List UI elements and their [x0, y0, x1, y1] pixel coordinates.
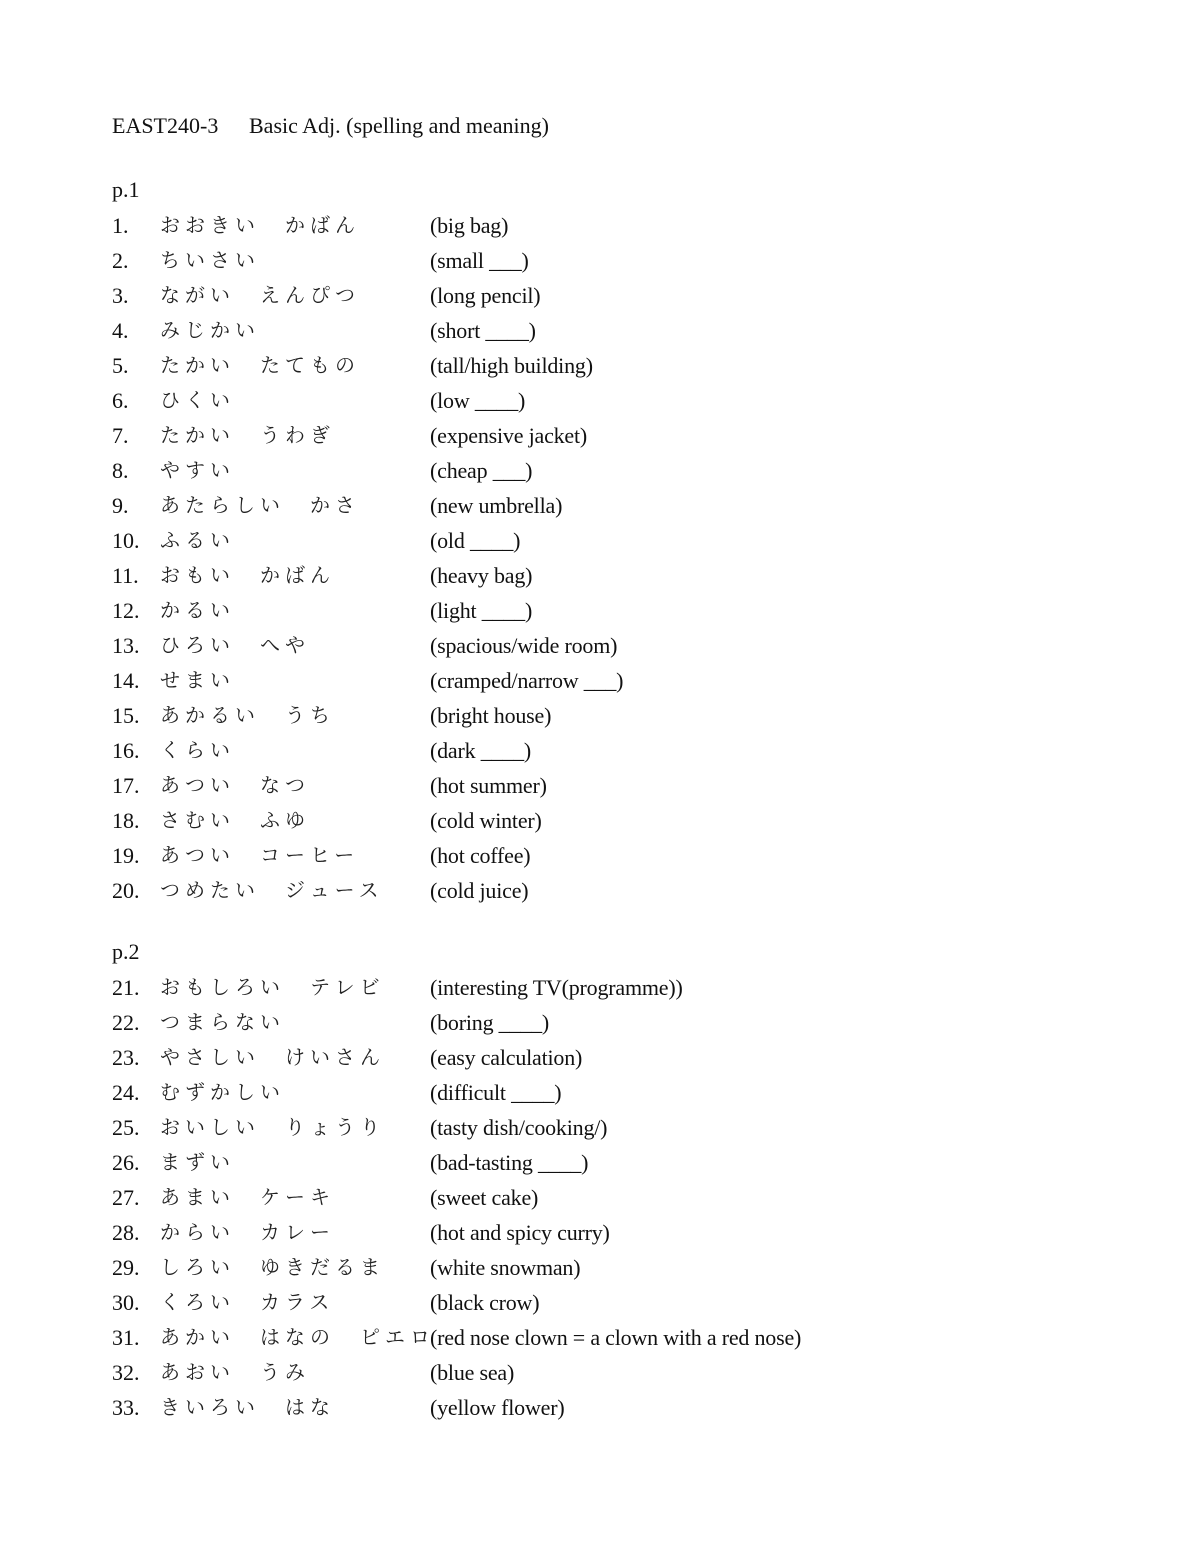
- japanese-phrase: かるい: [160, 598, 235, 622]
- vocab-item: [112, 383, 1112, 418]
- vocab-item: [112, 313, 1112, 348]
- item-number: 24.: [112, 1080, 140, 1105]
- japanese-phrase: むずかしい: [160, 1080, 285, 1104]
- japanese-phrase: あつい なつ: [160, 773, 310, 797]
- vocab-item: [112, 523, 1112, 558]
- item-number: 18.: [112, 808, 140, 833]
- english-meaning: (heavy bag): [430, 563, 533, 588]
- vocab-item: [112, 558, 1112, 593]
- vocab-item: [112, 733, 1112, 768]
- vocab-item: [112, 1075, 1112, 1110]
- english-meaning: (bright house): [430, 703, 552, 728]
- japanese-phrase: やさしい けいさん: [160, 1045, 385, 1069]
- course-code: EAST240-3: [112, 113, 219, 138]
- vocab-list: [112, 970, 1112, 1425]
- english-meaning: (low ____): [430, 388, 526, 413]
- item-number: 28.: [112, 1220, 140, 1245]
- english-meaning: (spacious/wide room): [430, 633, 618, 658]
- japanese-phrase: しろい ゆきだるま: [160, 1255, 385, 1279]
- vocab-item: [112, 1005, 1112, 1040]
- japanese-phrase: ふるい: [160, 528, 235, 552]
- vocab-item: [112, 970, 1112, 1005]
- english-meaning: (cold juice): [430, 878, 529, 903]
- item-number: 7.: [112, 423, 129, 448]
- vocab-item: [112, 1355, 1112, 1390]
- item-number: 13.: [112, 633, 140, 658]
- english-meaning: (old ____): [430, 528, 521, 553]
- japanese-phrase: まずい: [160, 1150, 235, 1174]
- item-number: 4.: [112, 318, 129, 343]
- vocab-item: [112, 278, 1112, 313]
- document-title: Basic Adj. (spelling and meaning): [249, 113, 549, 138]
- item-number: 33.: [112, 1395, 140, 1420]
- japanese-phrase: おもい かばん: [160, 563, 335, 587]
- japanese-phrase: たかい たてもの: [160, 353, 360, 377]
- item-number: 10.: [112, 528, 140, 553]
- item-number: 11.: [112, 563, 139, 588]
- vocab-item: [112, 418, 1112, 453]
- item-number: 26.: [112, 1150, 140, 1175]
- english-meaning: (sweet cake): [430, 1185, 539, 1210]
- japanese-phrase: やすい: [160, 458, 235, 482]
- japanese-phrase: くろい カラス: [160, 1290, 335, 1314]
- vocab-item: [112, 628, 1112, 663]
- vocab-item: [112, 1110, 1112, 1145]
- vocab-item: [112, 873, 1112, 908]
- japanese-phrase: くらい: [160, 738, 235, 762]
- item-number: 27.: [112, 1185, 140, 1210]
- vocab-item: [112, 768, 1112, 803]
- english-meaning: (tall/high building): [430, 353, 593, 378]
- vocab-item: [112, 1180, 1112, 1215]
- english-meaning: (white snowman): [430, 1255, 581, 1280]
- japanese-phrase: あかい はなの ピエロ: [160, 1325, 435, 1349]
- english-meaning: (new umbrella): [430, 493, 563, 518]
- english-meaning: (cold winter): [430, 808, 542, 833]
- japanese-phrase: おいしい りょうり: [160, 1115, 385, 1139]
- english-meaning: (red nose clown = a clown with a red nose): [430, 1325, 802, 1350]
- english-meaning: (hot coffee): [430, 843, 531, 868]
- japanese-phrase: あかるい うち: [160, 703, 335, 727]
- item-number: 2.: [112, 248, 129, 273]
- english-meaning: (black crow): [430, 1290, 540, 1315]
- japanese-phrase: きいろい はな: [160, 1395, 335, 1419]
- vocab-section-p1: [112, 174, 1112, 908]
- japanese-phrase: おもしろい テレビ: [160, 975, 385, 999]
- japanese-phrase: ひろい へや: [160, 633, 310, 657]
- japanese-phrase: つめたい ジュース: [160, 878, 384, 902]
- vocab-item: [112, 838, 1112, 873]
- vocab-item: [112, 348, 1112, 383]
- item-number: 22.: [112, 1010, 140, 1035]
- vocab-item: [112, 1040, 1112, 1075]
- item-number: 23.: [112, 1045, 140, 1070]
- english-meaning: (big bag): [430, 213, 509, 238]
- vocab-item: [112, 243, 1112, 278]
- japanese-phrase: つまらない: [160, 1010, 285, 1034]
- item-number: 32.: [112, 1360, 140, 1385]
- vocab-section-p2: [112, 936, 1112, 1425]
- japanese-phrase: おおきい かばん: [160, 213, 360, 237]
- vocab-item: [112, 453, 1112, 488]
- japanese-phrase: ながい えんぴつ: [160, 283, 360, 307]
- japanese-phrase: ちいさい: [160, 248, 260, 272]
- item-number: 3.: [112, 283, 129, 308]
- japanese-phrase: あつい コーヒー: [160, 843, 360, 867]
- japanese-phrase: みじかい: [160, 318, 260, 342]
- item-number: 31.: [112, 1325, 140, 1350]
- item-number: 29.: [112, 1255, 140, 1280]
- english-meaning: (small ___): [430, 248, 529, 273]
- english-meaning: (blue sea): [430, 1360, 515, 1385]
- english-meaning: (bad-tasting ____): [430, 1150, 589, 1175]
- english-meaning: (hot summer): [430, 773, 547, 798]
- vocab-item: [112, 1390, 1112, 1425]
- item-number: 1.: [112, 213, 129, 238]
- section-label: p.1: [112, 177, 140, 202]
- english-meaning: (light ____): [430, 598, 533, 623]
- english-meaning: (boring ____): [430, 1010, 549, 1035]
- item-number: 20.: [112, 878, 140, 903]
- item-number: 30.: [112, 1290, 140, 1315]
- item-number: 17.: [112, 773, 140, 798]
- japanese-phrase: あまい ケーキ: [160, 1185, 335, 1209]
- section-label: p.2: [112, 939, 140, 964]
- english-meaning: (tasty dish/cooking/): [430, 1115, 608, 1140]
- japanese-phrase: ひくい: [160, 388, 235, 412]
- item-number: 16.: [112, 738, 140, 763]
- japanese-phrase: あおい うみ: [160, 1360, 310, 1384]
- english-meaning: (hot and spicy curry): [430, 1220, 610, 1245]
- vocab-item: [112, 698, 1112, 733]
- english-meaning: (cramped/narrow ___): [430, 668, 624, 693]
- vocab-item: [112, 488, 1112, 523]
- english-meaning: (yellow flower): [430, 1395, 565, 1420]
- vocab-list: [112, 208, 1112, 908]
- japanese-phrase: さむい ふゆ: [160, 808, 310, 832]
- vocab-item: [112, 803, 1112, 838]
- item-number: 6.: [112, 388, 129, 413]
- english-meaning: (cheap ___): [430, 458, 533, 483]
- vocab-item: [112, 593, 1112, 628]
- vocab-item: [112, 1250, 1112, 1285]
- document-page: [112, 110, 1112, 1425]
- item-number: 15.: [112, 703, 140, 728]
- japanese-phrase: あたらしい かさ: [160, 493, 360, 517]
- vocab-item: [112, 663, 1112, 698]
- english-meaning: (difficult ____): [430, 1080, 562, 1105]
- english-meaning: (expensive jacket): [430, 423, 588, 448]
- document-header: [112, 110, 1112, 142]
- japanese-phrase: せまい: [160, 668, 235, 692]
- english-meaning: (dark ____): [430, 738, 532, 763]
- vocab-item: [112, 1145, 1112, 1180]
- english-meaning: (interesting TV(programme)): [430, 975, 683, 1000]
- item-number: 25.: [112, 1115, 140, 1140]
- item-number: 5.: [112, 353, 129, 378]
- item-number: 9.: [112, 493, 129, 518]
- vocab-item: [112, 1285, 1112, 1320]
- english-meaning: (long pencil): [430, 283, 541, 308]
- item-number: 19.: [112, 843, 140, 868]
- japanese-phrase: たかい うわぎ: [160, 423, 335, 447]
- item-number: 14.: [112, 668, 140, 693]
- item-number: 21.: [112, 975, 140, 1000]
- vocab-item: [112, 1320, 1112, 1355]
- vocab-item: [112, 1215, 1112, 1250]
- vocab-item: [112, 208, 1112, 243]
- item-number: 8.: [112, 458, 129, 483]
- english-meaning: (easy calculation): [430, 1045, 583, 1070]
- japanese-phrase: からい カレー: [160, 1220, 335, 1244]
- english-meaning: (short ____): [430, 318, 536, 343]
- item-number: 12.: [112, 598, 140, 623]
